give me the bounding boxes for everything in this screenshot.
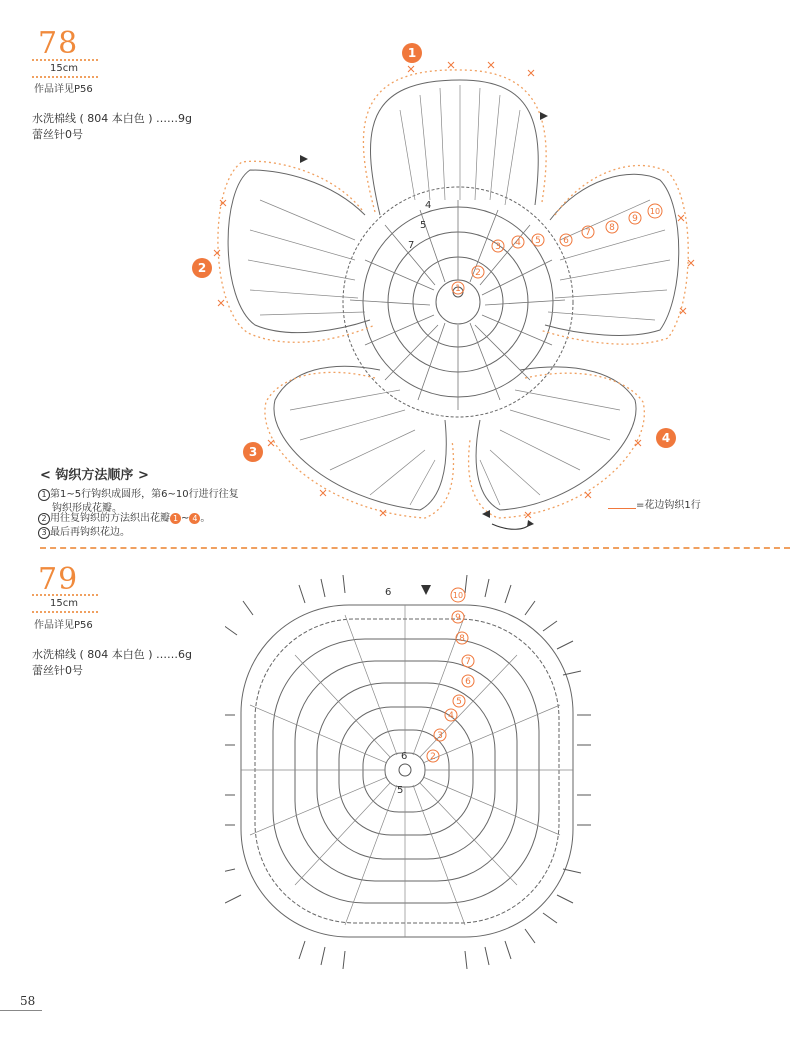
- step-2: 2 用往复钩织的方法织出花瓣 1 ~ 4 。: [38, 512, 210, 526]
- row-badge: 3: [495, 242, 501, 252]
- row-label: 6: [401, 751, 408, 762]
- row-badge: 6: [465, 677, 471, 687]
- petal-top: [370, 80, 538, 215]
- row-badge: 10: [649, 207, 661, 216]
- pattern-79-number: 79: [38, 562, 79, 597]
- step-3: 3 最后再钩织花边。: [38, 526, 130, 540]
- row-badge: 1: [455, 284, 461, 294]
- divider-dotted: [32, 59, 98, 61]
- pattern-78-yarn: 水洗棉线 ( 804 本白色 ) ……9g: [32, 112, 193, 125]
- pattern-78-hook: 蕾丝针0号: [32, 128, 83, 141]
- row-badge: 10: [452, 591, 464, 600]
- pattern-78-number: 78: [38, 26, 79, 61]
- row-badge: 9: [632, 214, 638, 224]
- row-badge: 2: [430, 752, 436, 762]
- divider-dotted: [32, 76, 98, 78]
- petal-number-badge: 4: [656, 428, 676, 448]
- divider-dotted: [32, 594, 98, 596]
- petal-bottom-left: [274, 366, 446, 510]
- pattern-78-size: 15cm: [50, 63, 78, 74]
- edging-legend-line: [608, 508, 636, 509]
- flower-chart-78: [180, 40, 700, 540]
- row-badge: 7: [585, 228, 591, 238]
- pattern-79-size: 15cm: [50, 598, 78, 609]
- row-badge: 2: [475, 268, 481, 278]
- row-badge: 9: [455, 613, 461, 623]
- petal-left: [228, 170, 370, 333]
- row-badge: 4: [448, 711, 454, 721]
- page-number: 58: [20, 994, 36, 1008]
- row-badge: 8: [609, 223, 615, 233]
- pattern-78-details: 作品详见P56: [34, 84, 93, 95]
- row-label: 5: [397, 785, 404, 796]
- row-badge: 3: [437, 731, 443, 741]
- row-label: 6: [385, 587, 392, 598]
- row-badge: 8: [459, 634, 465, 644]
- row-badge: 7: [465, 657, 471, 667]
- row-label: 4: [425, 200, 432, 211]
- doily-chart-79: [225, 575, 615, 985]
- step-1-continued: 钩织形成花瓣。: [52, 503, 122, 514]
- petal-right: [545, 174, 679, 335]
- row-badge: 4: [515, 238, 521, 248]
- steps-title: < 钩织方法顺序 >: [40, 468, 149, 483]
- row-label: 7: [408, 240, 415, 251]
- petal-number-badge: 3: [243, 442, 263, 462]
- row-label: 5: [420, 220, 427, 231]
- section-divider: [40, 547, 790, 549]
- row-badge: 6: [563, 236, 569, 246]
- step-1: 1 第1~5行钩织成圆形，第6~10行进行往复: [38, 488, 239, 502]
- petal-number-badge: 1: [402, 43, 422, 63]
- row-badge: 5: [456, 697, 462, 707]
- row-badge: 5: [535, 236, 541, 246]
- footer-rule: [0, 1010, 42, 1011]
- divider-dotted: [32, 611, 98, 613]
- pattern-79-hook: 蕾丝针0号: [32, 664, 83, 677]
- petal-bottom-right: [476, 367, 636, 510]
- petal-number-badge: 2: [192, 258, 212, 278]
- pattern-79-details: 作品详见P56: [34, 620, 93, 631]
- edging-legend: =花边钩织1行: [636, 500, 701, 511]
- pattern-79-yarn: 水洗棉线 ( 804 本白色 ) ……6g: [32, 648, 193, 661]
